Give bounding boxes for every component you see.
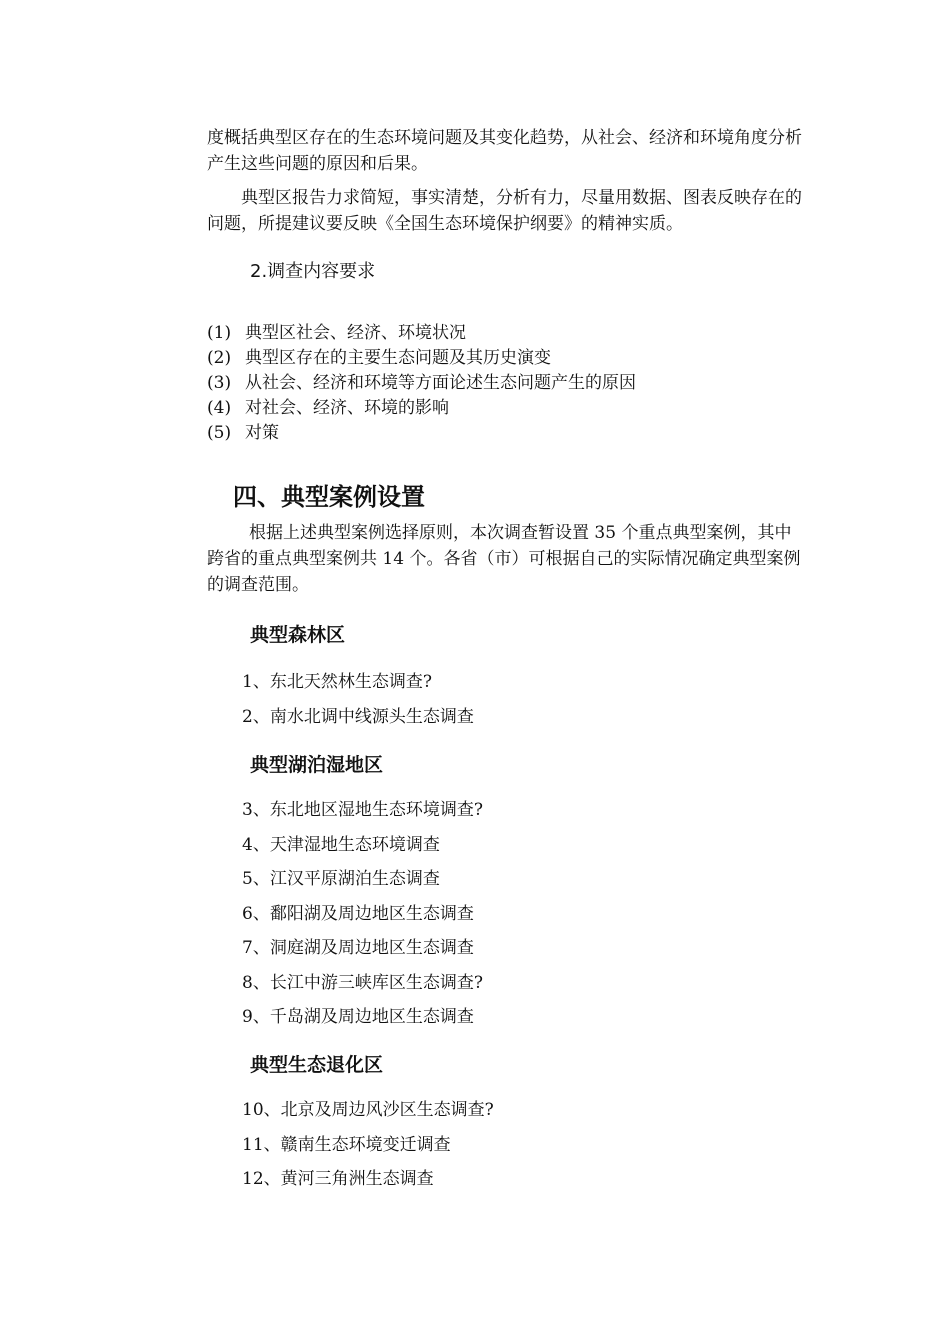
list-item-number: (3) bbox=[207, 373, 232, 393]
wetland-case-list bbox=[242, 793, 483, 1035]
category-heading-degraded: 典型生态退化区 bbox=[250, 1054, 384, 1076]
list-item: 7、洞庭湖及周边地区生态调查 bbox=[242, 938, 474, 958]
list-item-text: 典型区存在的主要生态问题及其历史演变 bbox=[245, 348, 551, 368]
list-item: 8、长江中游三峡库区生态调查? bbox=[242, 972, 483, 993]
intro-paragraph-1: 度概括典型区存在的生态环境问题及其变化趋势，从社会、经济和环境角度分析产生这些问题的原因和后果。 bbox=[207, 128, 802, 174]
category-heading-forest: 典型森林区 bbox=[250, 624, 346, 646]
list-item bbox=[207, 421, 636, 446]
intro-paragraph-2: 典型区报告力求简短，事实清楚，分析有力，尽量用数据、图表反映存在的问题，所提建议要反映《全国生态环境保护纲要》的精神实质。 bbox=[207, 188, 802, 234]
list-item-text: 对策 bbox=[245, 423, 279, 443]
list-item: 9、千岛湖及周边地区生态调查 bbox=[242, 1007, 474, 1027]
list-item-number: (1) bbox=[207, 323, 232, 343]
list-item-number: (4) bbox=[207, 398, 232, 418]
typical-cases-paragraph: 根据上述典型案例选择原则，本次调查暂设置 35 个重点典型案例，其中跨省的重点典型案例共 14 个。各省（市）可根据自己的实际情况确定典型案例的调查范围。 bbox=[207, 523, 801, 595]
requirements-list bbox=[207, 321, 636, 446]
list-item-number: (5) bbox=[207, 423, 232, 443]
list-item: 6、鄱阳湖及周边地区生态调查 bbox=[242, 903, 474, 924]
list-item: 1、东北天然林生态调查? bbox=[242, 672, 432, 692]
list-item-text: 从社会、经济和环境等方面论述生态问题产生的原因 bbox=[245, 373, 636, 393]
forest-case-list bbox=[242, 665, 474, 734]
degraded-case-list bbox=[242, 1093, 494, 1197]
list-item: 11、赣南生态环境变迁调查 bbox=[242, 1134, 451, 1155]
list-item-number: (2) bbox=[207, 348, 232, 368]
list-item bbox=[207, 371, 636, 396]
section-heading-typical-cases: 四、典型案例设置 bbox=[233, 483, 425, 511]
list-item bbox=[207, 396, 636, 421]
list-item bbox=[207, 321, 636, 346]
list-item: 4、天津湿地生态环境调查 bbox=[242, 834, 440, 855]
section-heading-survey-requirements: 2.调查内容要求 bbox=[250, 261, 376, 282]
list-item-text: 典型区社会、经济、环境状况 bbox=[245, 323, 466, 343]
list-item bbox=[207, 346, 636, 371]
list-item: 12、黄河三角洲生态调查 bbox=[242, 1169, 434, 1189]
category-heading-wetland: 典型湖泊湿地区 bbox=[250, 754, 384, 776]
list-item: 2、南水北调中线源头生态调查 bbox=[242, 706, 474, 727]
list-item-text: 对社会、经济、环境的影响 bbox=[245, 398, 449, 418]
list-item: 10、北京及周边风沙区生态调查? bbox=[242, 1100, 494, 1120]
list-item: 3、东北地区湿地生态环境调查? bbox=[242, 800, 483, 820]
list-item: 5、江汉平原湖泊生态调查 bbox=[242, 869, 440, 889]
